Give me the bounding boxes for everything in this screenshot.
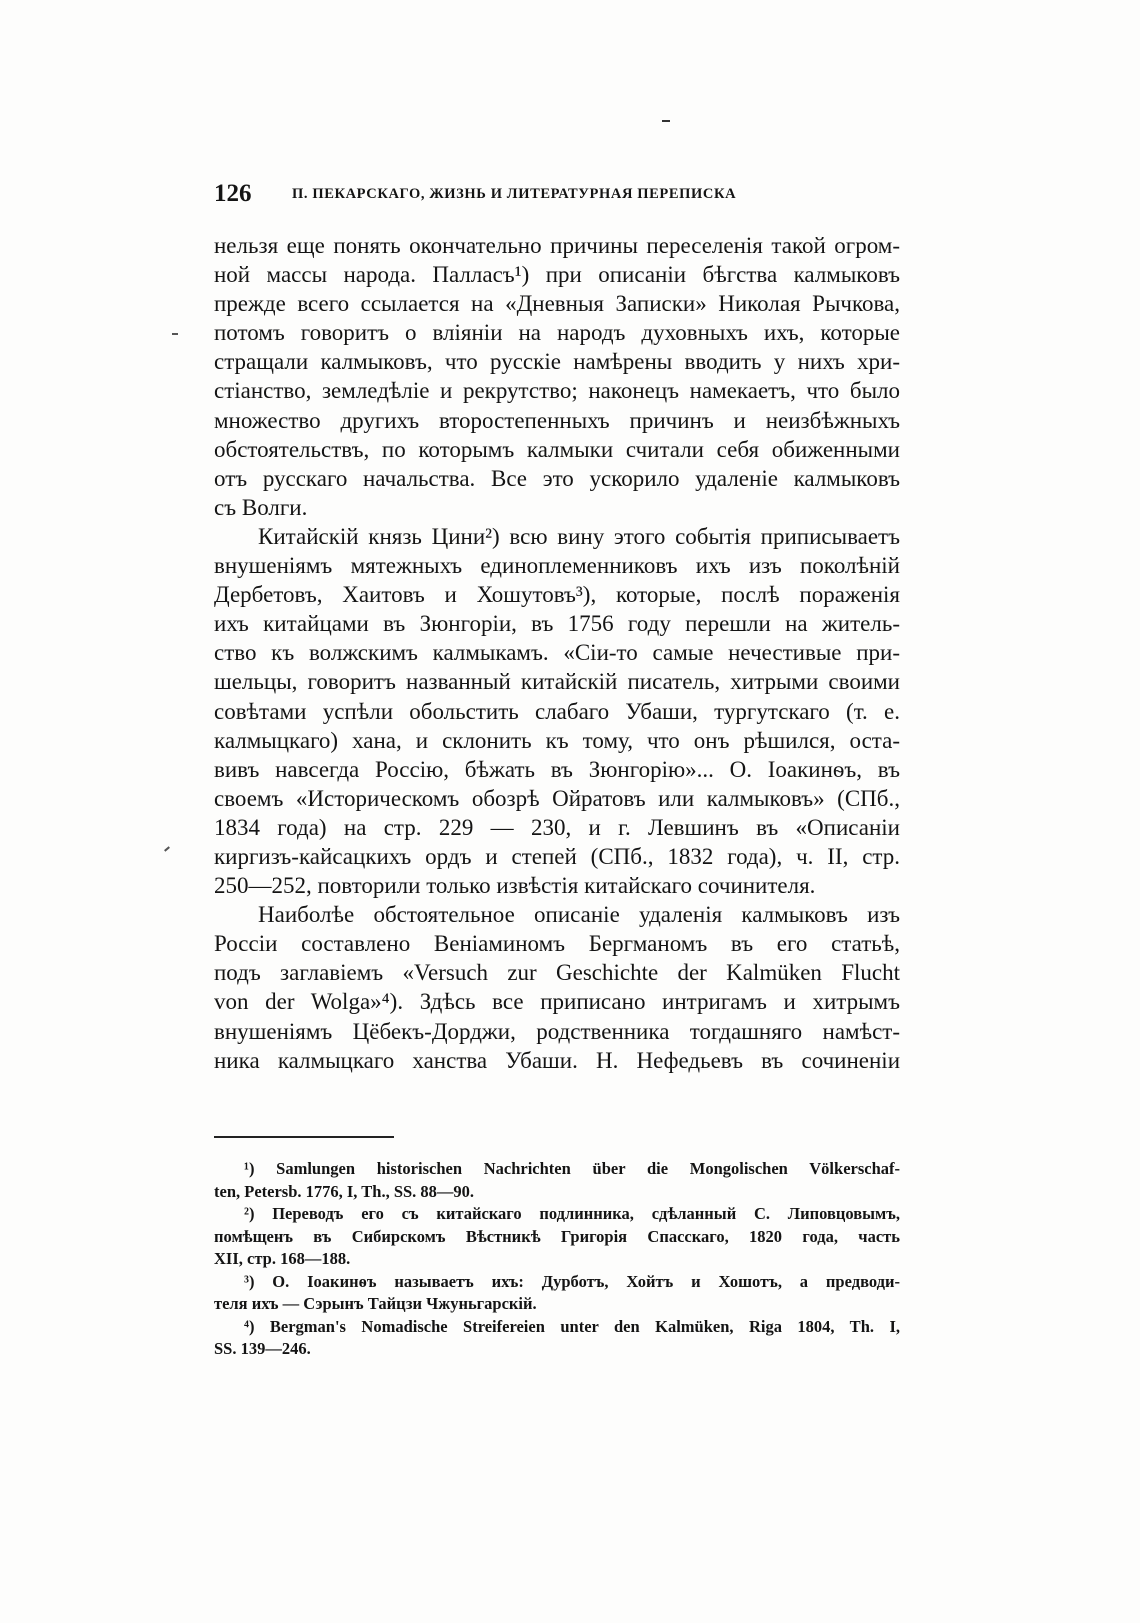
text-line: вивъ навсегда Россію, бѣжать въ Зюнгорію»... О. Іоакинѳъ, въ [214,756,900,782]
text-line: подъ заглавіемъ «Versuch zur Geschichte der Kalmüken Flucht [214,960,900,986]
footnote-line: ³) О. Іоакинѳъ называетъ ихъ: Дурботъ, Хойтъ и Хошотъ, а предводи- [244,1271,900,1291]
text-line: стіанство, земледѣліе и рекрутство; наконецъ намекаетъ, что было [214,378,900,404]
text-line: Дербетовъ, Хаитовъ и Хошутовъ³), которые, послѣ пораженія [214,582,900,608]
top-mark [662,120,670,122]
text-line: Китайскій князь Цини²) всю вину этого событія приписываетъ [258,523,900,549]
text-line: потомъ говоритъ о вліяніи на народъ духовныхъ ихъ, которые [214,320,900,346]
footnote-line: ten, Petersb. 1776, I, Th., SS. 88—90. [214,1181,475,1201]
text-line: ной массы народа. Палласъ¹) при описаніи бѣгства калмыковъ [214,262,900,288]
text-line: нельзя еще понять окончательно причины переселенія такой огром- [214,233,900,258]
footnote-line: теля ихъ — Сэрынъ Тайцзи Чжуньгарскій. [214,1294,537,1313]
text-line: ника калмыцкаго ханства Убаши. Н. Нефедьевъ въ сочиненіи [214,1047,900,1073]
text-line: 250—252, повторили только извѣстія китайскаго сочинителя. [214,873,816,899]
page-header [214,180,914,210]
text-line: внушеніямъ мятежныхъ единоплеменниковъ ихъ изъ поколѣній [214,553,900,579]
text-line: Наиболѣе обстоятельное описаніе удаленія калмыковъ изъ [258,902,900,928]
footnote-line: ⁴) Bergman's Nomadische Streifereien unter den Kalmüken, Riga 1804, Th. I, [244,1316,900,1336]
text-line: стращали калмыковъ, что русскіе намѣрены вводить у нихъ хри- [214,349,900,375]
running-head: П. ПЕКАРСКАГО, ЖИЗНЬ И ЛИТЕРАТУРНАЯ ПЕРЕПИСКА [292,186,737,202]
footnote-line: XII, стр. 168—188. [214,1249,351,1268]
text-line: обстоятельствъ, по которымъ калмыки считали себя обиженными [214,436,900,462]
body-text [214,231,900,1075]
footnote-line: ¹) Samlungen historischen Nachrichten über die Mongolischen Völkerschaf- [244,1159,900,1178]
text-line: калмыцкаго) хана, и склонить къ тому, что онъ рѣшился, оста- [214,727,900,753]
text-line: съ Волги. [214,494,308,520]
text-line: 1834 года) на стр. 229 — 230, и г. Левшинъ въ «Описаніи [214,814,900,840]
text-line: киргизъ-кайсацкихъ ордъ и степей (СПб., 1832 года), ч. II, стр. [214,843,900,869]
text-line: von der Wolga»⁴). Здѣсь все приписано интригамъ и хитрымъ [214,989,900,1015]
margin-mark [164,846,170,851]
page-number: 126 [214,180,252,207]
footnote-line: помѣщенъ въ Сибирскомъ Вѣстникѣ Григорія Спасскаго, 1820 года, часть [214,1226,900,1246]
text-line: ство къ волжскимъ калмыкамъ. «Сіи-то самые нечестивые при- [214,640,900,666]
text-line: шельцы, говоритъ названный китайскій писатель, хитрыми своими [214,669,900,695]
text-line: множество другихъ второстепенныхъ причинъ и неизбѣжныхъ [214,407,900,433]
footnote-line: ²) Переводъ его съ китайскаго подлинника, сдѣланный С. Липовцовымъ, [244,1204,900,1223]
text-line: прежде всего ссылается на «Дневныя Записки» Николая Рычкова, [214,291,900,317]
footnote-rule [214,1136,394,1138]
text-line: отъ русскаго начальства. Все это ускорило удаленіе калмыковъ [214,465,900,491]
footnote-line: SS. 139—246. [214,1339,311,1358]
text-line: внушеніямъ Цёбекъ-Дорджи, родственника тогдашняго намѣст- [214,1018,900,1044]
margin-mark [172,333,178,335]
text-line: своемъ «Историческомъ обозрѣ Ойратовъ или калмыковъ» (СПб., [214,785,900,811]
text-line: совѣтами успѣли обольстить слабаго Убаши, тургутскаго (т. е. [214,698,900,724]
text-line: Россіи составлено Веніаминомъ Бергманомъ въ его статьѣ, [214,931,900,957]
text-line: ихъ китайцами въ Зюнгоріи, въ 1756 году перешли на житель- [214,611,900,637]
footnotes [214,1158,900,1361]
